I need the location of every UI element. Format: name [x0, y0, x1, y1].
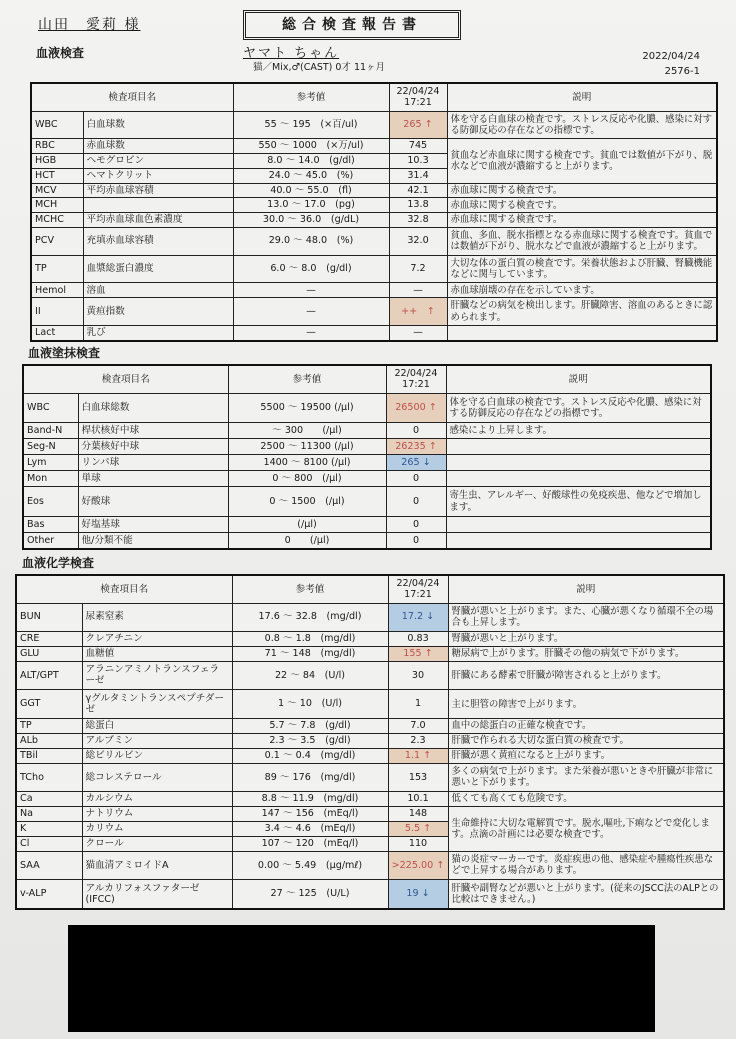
test-description: 多くの病気で上がります。また栄養が悪いときや肝臓が非常に悪いと下がります。	[448, 763, 724, 791]
test-code: TBil	[16, 748, 82, 763]
test-description: 血中の総蛋白の正確な検査です。	[448, 719, 724, 734]
reference-range: 13.0 ～ 17.0 (pg)	[233, 198, 389, 213]
test-code: BUN	[16, 603, 82, 631]
test-name: クロール	[82, 836, 232, 851]
test-description: 大切な体の蛋白質の検査です。栄養状態および肝臓、腎臓機能などに関与しています。	[447, 255, 717, 283]
reference-range: ～ 300 (/μl)	[228, 423, 386, 439]
result-value: 110	[388, 836, 448, 851]
chemistry-test-table	[15, 574, 725, 910]
result-value: 19 ↓	[388, 880, 448, 909]
test-description: 肝臓が悪く黄疸になると上がります。	[448, 748, 724, 763]
test-code: MCV	[31, 183, 83, 198]
test-name: 総コレステロール	[82, 763, 232, 791]
test-name: 総蛋白	[82, 719, 232, 734]
table-row	[23, 517, 711, 533]
test-name: ヘマトクリット	[83, 168, 233, 183]
table-row	[23, 393, 711, 423]
test-name: ヘモグロビン	[83, 154, 233, 169]
pet-name: ヤマト ちゃん	[243, 46, 340, 61]
test-name: 充填赤血球容積	[83, 227, 233, 255]
reference-range: 71 ～ 148 (mg/dl)	[232, 646, 388, 661]
reference-range: —	[233, 283, 389, 298]
table-row	[23, 487, 711, 517]
test-code: WBC	[31, 111, 83, 139]
test-name: リンパ球	[78, 455, 228, 471]
result-value: 10.3	[389, 154, 447, 169]
test-code: II	[31, 298, 83, 326]
table-row	[16, 603, 724, 631]
result-value: 26235 ↑	[386, 439, 446, 455]
section-title-blood-test: 血液検査	[36, 46, 85, 60]
result-value: —	[389, 283, 447, 298]
column-header-result-date: 22/04/24 17:21	[386, 365, 446, 393]
result-value: 17.2 ↓	[388, 603, 448, 631]
reference-range: 40.0 ～ 55.0 (fl)	[233, 183, 389, 198]
result-value: 7.0	[388, 719, 448, 734]
reference-range: 0 ～ 800 (/μl)	[228, 471, 386, 487]
reference-range: 0 ～ 1500 (/μl)	[228, 487, 386, 517]
test-code: MCH	[31, 198, 83, 213]
result-value: 745	[389, 139, 447, 154]
test-name: 赤血球数	[83, 139, 233, 154]
test-code: Hemol	[31, 283, 83, 298]
reference-range: 5.7 ～ 7.8 (g/dl)	[232, 719, 388, 734]
test-name: クレアチニン	[82, 631, 232, 646]
result-value: 26500 ↑	[386, 393, 446, 423]
test-name: 溶血	[83, 283, 233, 298]
reference-range: —	[233, 298, 389, 326]
result-value: 153	[388, 763, 448, 791]
result-value: 0	[386, 487, 446, 517]
test-code: GLU	[16, 646, 82, 661]
blood-test-table	[30, 82, 718, 342]
table-row	[31, 111, 717, 139]
test-code: K	[16, 821, 82, 836]
test-code: TP	[31, 255, 83, 283]
table-row	[16, 880, 724, 909]
result-value: 0	[386, 471, 446, 487]
test-code: Cl	[16, 836, 82, 851]
test-description	[446, 439, 711, 455]
test-description: 腎臓が悪いと上がります。また、心臓が悪くなり循環不全の場合も上昇します。	[448, 603, 724, 631]
reference-range: 17.6 ～ 32.8 (mg/dl)	[232, 603, 388, 631]
test-description	[446, 517, 711, 533]
reference-range: 0 (/μl)	[228, 532, 386, 549]
test-code: TCho	[16, 763, 82, 791]
result-value: 7.2	[389, 255, 447, 283]
result-value: 32.0	[389, 227, 447, 255]
test-name: アルブミン	[82, 733, 232, 748]
header-row	[31, 83, 717, 111]
test-description: 腎臓が悪いと上がります。	[448, 631, 724, 646]
reference-range: 0.00 ～ 5.49 (μg/mℓ)	[232, 851, 388, 879]
test-code: PCV	[31, 227, 83, 255]
test-name: 分葉核好中球	[78, 439, 228, 455]
test-description: 生命維持に大切な電解質です。脱水,嘔吐,下痢などで変化します。点滴の計画には必要な検査です。	[448, 807, 724, 852]
result-value: 0	[386, 423, 446, 439]
test-code: ALb	[16, 733, 82, 748]
table-row	[31, 283, 717, 298]
reference-range: 6.0 ～ 8.0 (g/dl)	[233, 255, 389, 283]
test-description: 糖尿病で上がります。肝臓その他の病気で下がります。	[448, 646, 724, 661]
test-code: Na	[16, 807, 82, 822]
test-name: カルシウム	[82, 792, 232, 807]
reference-range: 550 ～ 1000 (×万/ul)	[233, 139, 389, 154]
table-row	[31, 198, 717, 213]
test-name: 平均赤血球血色素濃度	[83, 213, 233, 228]
result-value: 10.1	[388, 792, 448, 807]
result-value: 155 ↑	[388, 646, 448, 661]
table-row	[23, 471, 711, 487]
test-description: 肝臓にある酵素で肝臓が障害されると上がります。	[448, 661, 724, 690]
result-value: >225.00 ↑	[388, 851, 448, 879]
test-description: 寄生虫、アレルギー、好酸球性の免疫疾患、他などで増加します。	[446, 487, 711, 517]
test-code: Eos	[23, 487, 78, 517]
test-code: MCHC	[31, 213, 83, 228]
test-code: HGB	[31, 154, 83, 169]
reference-range: 2500 ～ 11300 (/μl)	[228, 439, 386, 455]
result-value: 0	[386, 517, 446, 533]
table-row	[31, 139, 717, 154]
table-row	[16, 646, 724, 661]
test-name: 好塩基球	[78, 517, 228, 533]
reference-range: 29.0 ～ 48.0 (%)	[233, 227, 389, 255]
reference-range: 5500 ～ 19500 (/μl)	[228, 393, 386, 423]
test-code: Other	[23, 532, 78, 549]
test-description: 体を守る白血球の検査です。ストレス反応や化膿、感染に対する防御反応の存在などの指標です。	[446, 393, 711, 423]
result-value: 2.3	[388, 733, 448, 748]
result-value: ++ ↑	[389, 298, 447, 326]
test-description: 赤血球に関する検査です。	[447, 213, 717, 228]
test-name: 好酸球	[78, 487, 228, 517]
result-value: 265 ↓	[386, 455, 446, 471]
section-title-smear-test: 血液塗抹検査	[28, 346, 101, 360]
table-row	[16, 792, 724, 807]
result-value: 42.1	[389, 183, 447, 198]
table-row	[16, 631, 724, 646]
column-header-item: 検査項目名	[31, 83, 233, 111]
test-description	[447, 326, 717, 342]
table-row	[23, 532, 711, 549]
column-header-description: 説明	[446, 365, 711, 393]
reference-range: 27 ～ 125 (U/L)	[232, 880, 388, 909]
test-name: 白血球総数	[78, 393, 228, 423]
table-row	[16, 719, 724, 734]
test-name: 血糖値	[82, 646, 232, 661]
result-value: 0	[386, 532, 446, 549]
table-row	[16, 733, 724, 748]
test-description: 肝臓で作られる大切な蛋白質の検査です。	[448, 733, 724, 748]
test-name: アルカリフォスファターゼ(IFCC)	[82, 880, 232, 909]
test-code: Bas	[23, 517, 78, 533]
reference-range: —	[233, 326, 389, 342]
result-value: 5.5 ↑	[388, 821, 448, 836]
reference-range: 8.0 ～ 14.0 (g/dl)	[233, 154, 389, 169]
column-header-reference: 参考値	[232, 575, 388, 603]
test-code: RBC	[31, 139, 83, 154]
section-title-chemistry-test: 血液化学検査	[22, 556, 95, 570]
test-name: 総ビリルビン	[82, 748, 232, 763]
header-row	[23, 365, 711, 393]
reference-range: 0.1 ～ 0.4 (mg/dl)	[232, 748, 388, 763]
report-date: 2022/04/24	[642, 51, 700, 62]
result-value: 32.8	[389, 213, 447, 228]
test-code: GGT	[16, 690, 82, 719]
test-description	[446, 455, 711, 471]
report-id: 2576-1	[664, 66, 700, 77]
reference-range: 8.8 ～ 11.9 (mg/dl)	[232, 792, 388, 807]
test-name: 血漿総蛋白濃度	[83, 255, 233, 283]
report-title: 総合検査報告書	[243, 10, 461, 40]
test-name: 猫血清アミロイドA	[82, 851, 232, 879]
test-code: ALT/GPT	[16, 661, 82, 690]
column-header-item: 検査項目名	[23, 365, 228, 393]
test-name: 乳び	[83, 326, 233, 342]
test-name: 黄疸指数	[83, 298, 233, 326]
reference-range: 22 ～ 84 (U/l)	[232, 661, 388, 690]
reference-range: 89 ～ 176 (mg/dl)	[232, 763, 388, 791]
result-value: —	[389, 326, 447, 342]
redacted-area	[68, 925, 655, 1032]
result-value: 0.83	[388, 631, 448, 646]
column-header-reference: 参考値	[228, 365, 386, 393]
test-description: 貧血など赤血球に関する検査です。貧血では数値が下がり、脱水などで血液が濃縮すると上がります。	[447, 139, 717, 183]
test-description: 体を守る白血球の検査です。ストレス反応や化膿、感染に対する防御反応の存在などの指標です。	[447, 111, 717, 139]
table-row	[16, 807, 724, 822]
column-header-description: 説明	[448, 575, 724, 603]
test-name: 桿状核好中球	[78, 423, 228, 439]
test-code: v-ALP	[16, 880, 82, 909]
column-header-result-date: 22/04/24 17:21	[389, 83, 447, 111]
result-value: 148	[388, 807, 448, 822]
reference-range: 30.0 ～ 36.0 (g/dL)	[233, 213, 389, 228]
test-name: アラニンアミノトランスフェラーゼ	[82, 661, 232, 690]
table-row	[16, 748, 724, 763]
smear-test-table	[22, 364, 712, 550]
test-description: 貧血、多血、脱水指標となる赤血球に関する検査です。貧血では数値が下がり、脱水などで血液が濃縮すると上がります。	[447, 227, 717, 255]
reference-range: 55 ～ 195 (×百/ul)	[233, 111, 389, 139]
table-row	[31, 298, 717, 326]
test-description: 肝臓などの病気を検出します。肝臓障害、溶血のあるときに認められます。	[447, 298, 717, 326]
test-description: 主に胆管の障害で上がります。	[448, 690, 724, 719]
header-row	[16, 575, 724, 603]
test-code: Ca	[16, 792, 82, 807]
table-row	[23, 455, 711, 471]
test-code: HCT	[31, 168, 83, 183]
reference-range: 3.4 ～ 4.6 (mEq/l)	[232, 821, 388, 836]
result-value: 1.1 ↑	[388, 748, 448, 763]
test-name	[83, 198, 233, 213]
test-description: 赤血球崩壊の存在を示しています。	[447, 283, 717, 298]
test-code: WBC	[23, 393, 78, 423]
reference-range: 1400 ～ 8100 (/μl)	[228, 455, 386, 471]
test-code: Lym	[23, 455, 78, 471]
test-code: CRE	[16, 631, 82, 646]
pet-species-info: 猫／Mix,♂(CAST) 0才 11ヶ月	[253, 62, 386, 73]
column-header-result-date: 22/04/24 17:21	[388, 575, 448, 603]
test-code: Band-N	[23, 423, 78, 439]
test-name: 他/分類不能	[78, 532, 228, 549]
test-code: Mon	[23, 471, 78, 487]
test-name: 平均赤血球容積	[83, 183, 233, 198]
test-code: TP	[16, 719, 82, 734]
test-code: Lact	[31, 326, 83, 342]
test-code: SAA	[16, 851, 82, 879]
table-row	[16, 851, 724, 879]
table-row	[23, 423, 711, 439]
table-row	[16, 661, 724, 690]
column-header-reference: 参考値	[233, 83, 389, 111]
reference-range: 107 ～ 120 (mEq/l)	[232, 836, 388, 851]
test-name: γグルタミントランスペプチダーゼ	[82, 690, 232, 719]
test-description: 肝臓や副腎などが悪いと上がります。(従来のJSCC法のALPとの比較はできません。)	[448, 880, 724, 909]
reference-range: 24.0 ～ 45.0 (%)	[233, 168, 389, 183]
table-row	[16, 690, 724, 719]
reference-range: 147 ～ 156 (mEq/l)	[232, 807, 388, 822]
test-name: 白血球数	[83, 111, 233, 139]
table-row	[31, 213, 717, 228]
reference-range: (/μl)	[228, 517, 386, 533]
reference-range: 0.8 ～ 1.8 (mg/dl)	[232, 631, 388, 646]
test-description: 感染により上昇します。	[446, 423, 711, 439]
test-name: 尿素窒素	[82, 603, 232, 631]
test-description: 低くても高くても危険です。	[448, 792, 724, 807]
test-description	[446, 532, 711, 549]
table-row	[16, 763, 724, 791]
owner-name: 山田 愛莉 様	[38, 17, 141, 33]
table-row	[31, 326, 717, 342]
table-row	[31, 183, 717, 198]
table-row	[31, 255, 717, 283]
test-name: 単球	[78, 471, 228, 487]
table-row	[31, 227, 717, 255]
test-name: ナトリウム	[82, 807, 232, 822]
table-row	[23, 439, 711, 455]
column-header-item: 検査項目名	[16, 575, 232, 603]
test-description	[446, 471, 711, 487]
test-description: 猫の炎症マーカーです。炎症疾患の他、感染症や腫瘍性疾患などで上昇する場合があります。	[448, 851, 724, 879]
column-header-description: 説明	[447, 83, 717, 111]
test-name: カリウム	[82, 821, 232, 836]
test-description: 赤血球に関する検査です。	[447, 198, 717, 213]
result-value: 13.8	[389, 198, 447, 213]
reference-range: 2.3 ～ 3.5 (g/dl)	[232, 733, 388, 748]
result-value: 31.4	[389, 168, 447, 183]
test-description: 赤血球に関する検査です。	[447, 183, 717, 198]
result-value: 1	[388, 690, 448, 719]
result-value: 30	[388, 661, 448, 690]
result-value: 265 ↑	[389, 111, 447, 139]
test-code: Seg-N	[23, 439, 78, 455]
reference-range: 1 ～ 10 (U/l)	[232, 690, 388, 719]
